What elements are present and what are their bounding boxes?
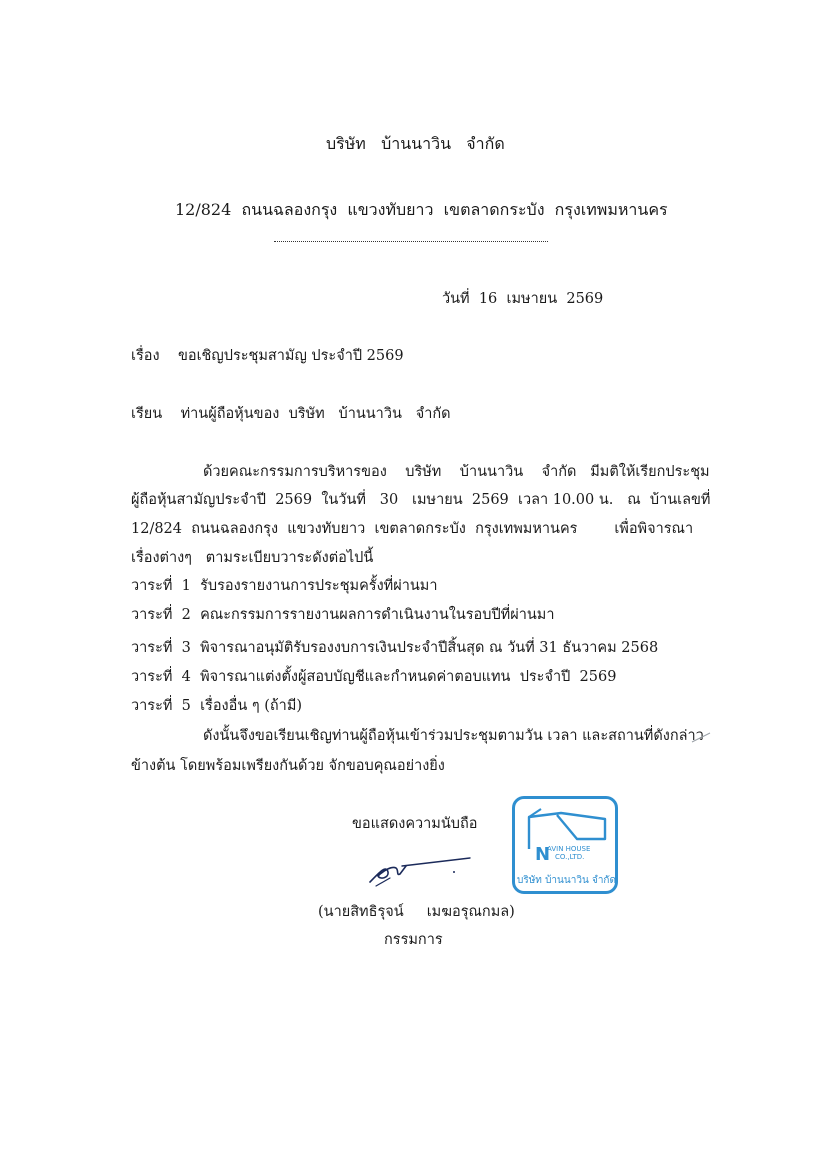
company-stamp bbox=[512, 796, 618, 894]
agenda-item-5: วาระที่ 5 เรื่องอื่น ๆ (ถ้ามี) bbox=[131, 698, 303, 714]
signoff: ขอแสดงความนับถือ bbox=[352, 816, 478, 832]
body-line-2: ผู้ถือหุ้นสามัญประจำปี 2569 ในวันที่ 30 เมษายน 2569 เวลา 10.00 น. ณ บ้านเลขที่ bbox=[131, 492, 711, 508]
agenda-item-1: วาระที่ 1 รับรองรายงานการประชุมครั้งที่ผ่านมา bbox=[131, 578, 438, 594]
stamp-thai-name: บริษัท บ้านนาวิน จำกัด bbox=[517, 875, 616, 886]
signer-name: (นายสิทธิรุจน์ เมฆอรุณกมล) bbox=[318, 904, 515, 920]
company-name: บริษัท บ้านนาวิน จำกัด bbox=[326, 134, 505, 153]
stamp-english-name bbox=[547, 845, 590, 861]
stamp-letter: N bbox=[535, 844, 551, 865]
address-dotted-divider bbox=[274, 241, 548, 242]
signer-title: กรรมการ bbox=[384, 932, 443, 948]
letter-recipient: เรียน ท่านผู้ถือหุ้นของ บริษัท บ้านนาวิน จำกัด bbox=[131, 406, 451, 422]
stamp-logo-text: AVIN HOUSE bbox=[547, 845, 591, 853]
closing-line-1: ดังนั้นจึงขอเรียนเชิญท่านผู้ถือหุ้นเข้าร่วมประชุมตามวัน เวลา และสถานที่ดังกล่าว bbox=[203, 728, 704, 744]
letter-subject: เรื่อง ขอเชิญประชุมสามัญ ประจำปี 2569 bbox=[131, 348, 404, 364]
stamp-logo-sub: CO.,LTD. bbox=[555, 853, 585, 861]
agenda-item-3: วาระที่ 3 พิจารณาอนุมัติรับรองงบการเงินประจำปีสิ้นสุด ณ วันที่ 31 ธันวาคม 2568 bbox=[131, 640, 659, 656]
body-line-1: ด้วยคณะกรรมการบริหารของ บริษัท บ้านนาวิน จำกัด มีมติให้เรียกประชุม bbox=[203, 464, 710, 480]
letter-date: วันที่ 16 เมษายน 2569 bbox=[442, 291, 604, 307]
body-line-4: เรื่องต่างๆ ตามระเบียบวาระดังต่อไปนี้ bbox=[131, 550, 374, 566]
agenda-item-2: วาระที่ 2 คณะกรรมการรายงานผลการดำเนินงานในรอบปีที่ผ่านมา bbox=[131, 607, 555, 623]
stray-pen-mark bbox=[690, 730, 714, 744]
agenda-item-4: วาระที่ 4 พิจารณาแต่งตั้งผู้สอบบัญชีและกำหนดค่าตอบแทน ประจำปี 2569 bbox=[131, 669, 617, 685]
closing-line-2: ข้างต้น โดยพร้อมเพรียงกันด้วย จักขอบคุณอย่างยิ่ง bbox=[131, 758, 445, 774]
company-address: 12/824 ถนนฉลองกรุง แขวงทับยาว เขตลาดกระบัง กรุงเทพมหานคร bbox=[175, 200, 668, 219]
body-line-3: 12/824 ถนนฉลองกรุง แขวงทับยาว เขตลาดกระบัง กรุงเทพมหานคร เพื่อพิจารณา bbox=[131, 521, 694, 537]
handwritten-signature bbox=[366, 852, 476, 892]
